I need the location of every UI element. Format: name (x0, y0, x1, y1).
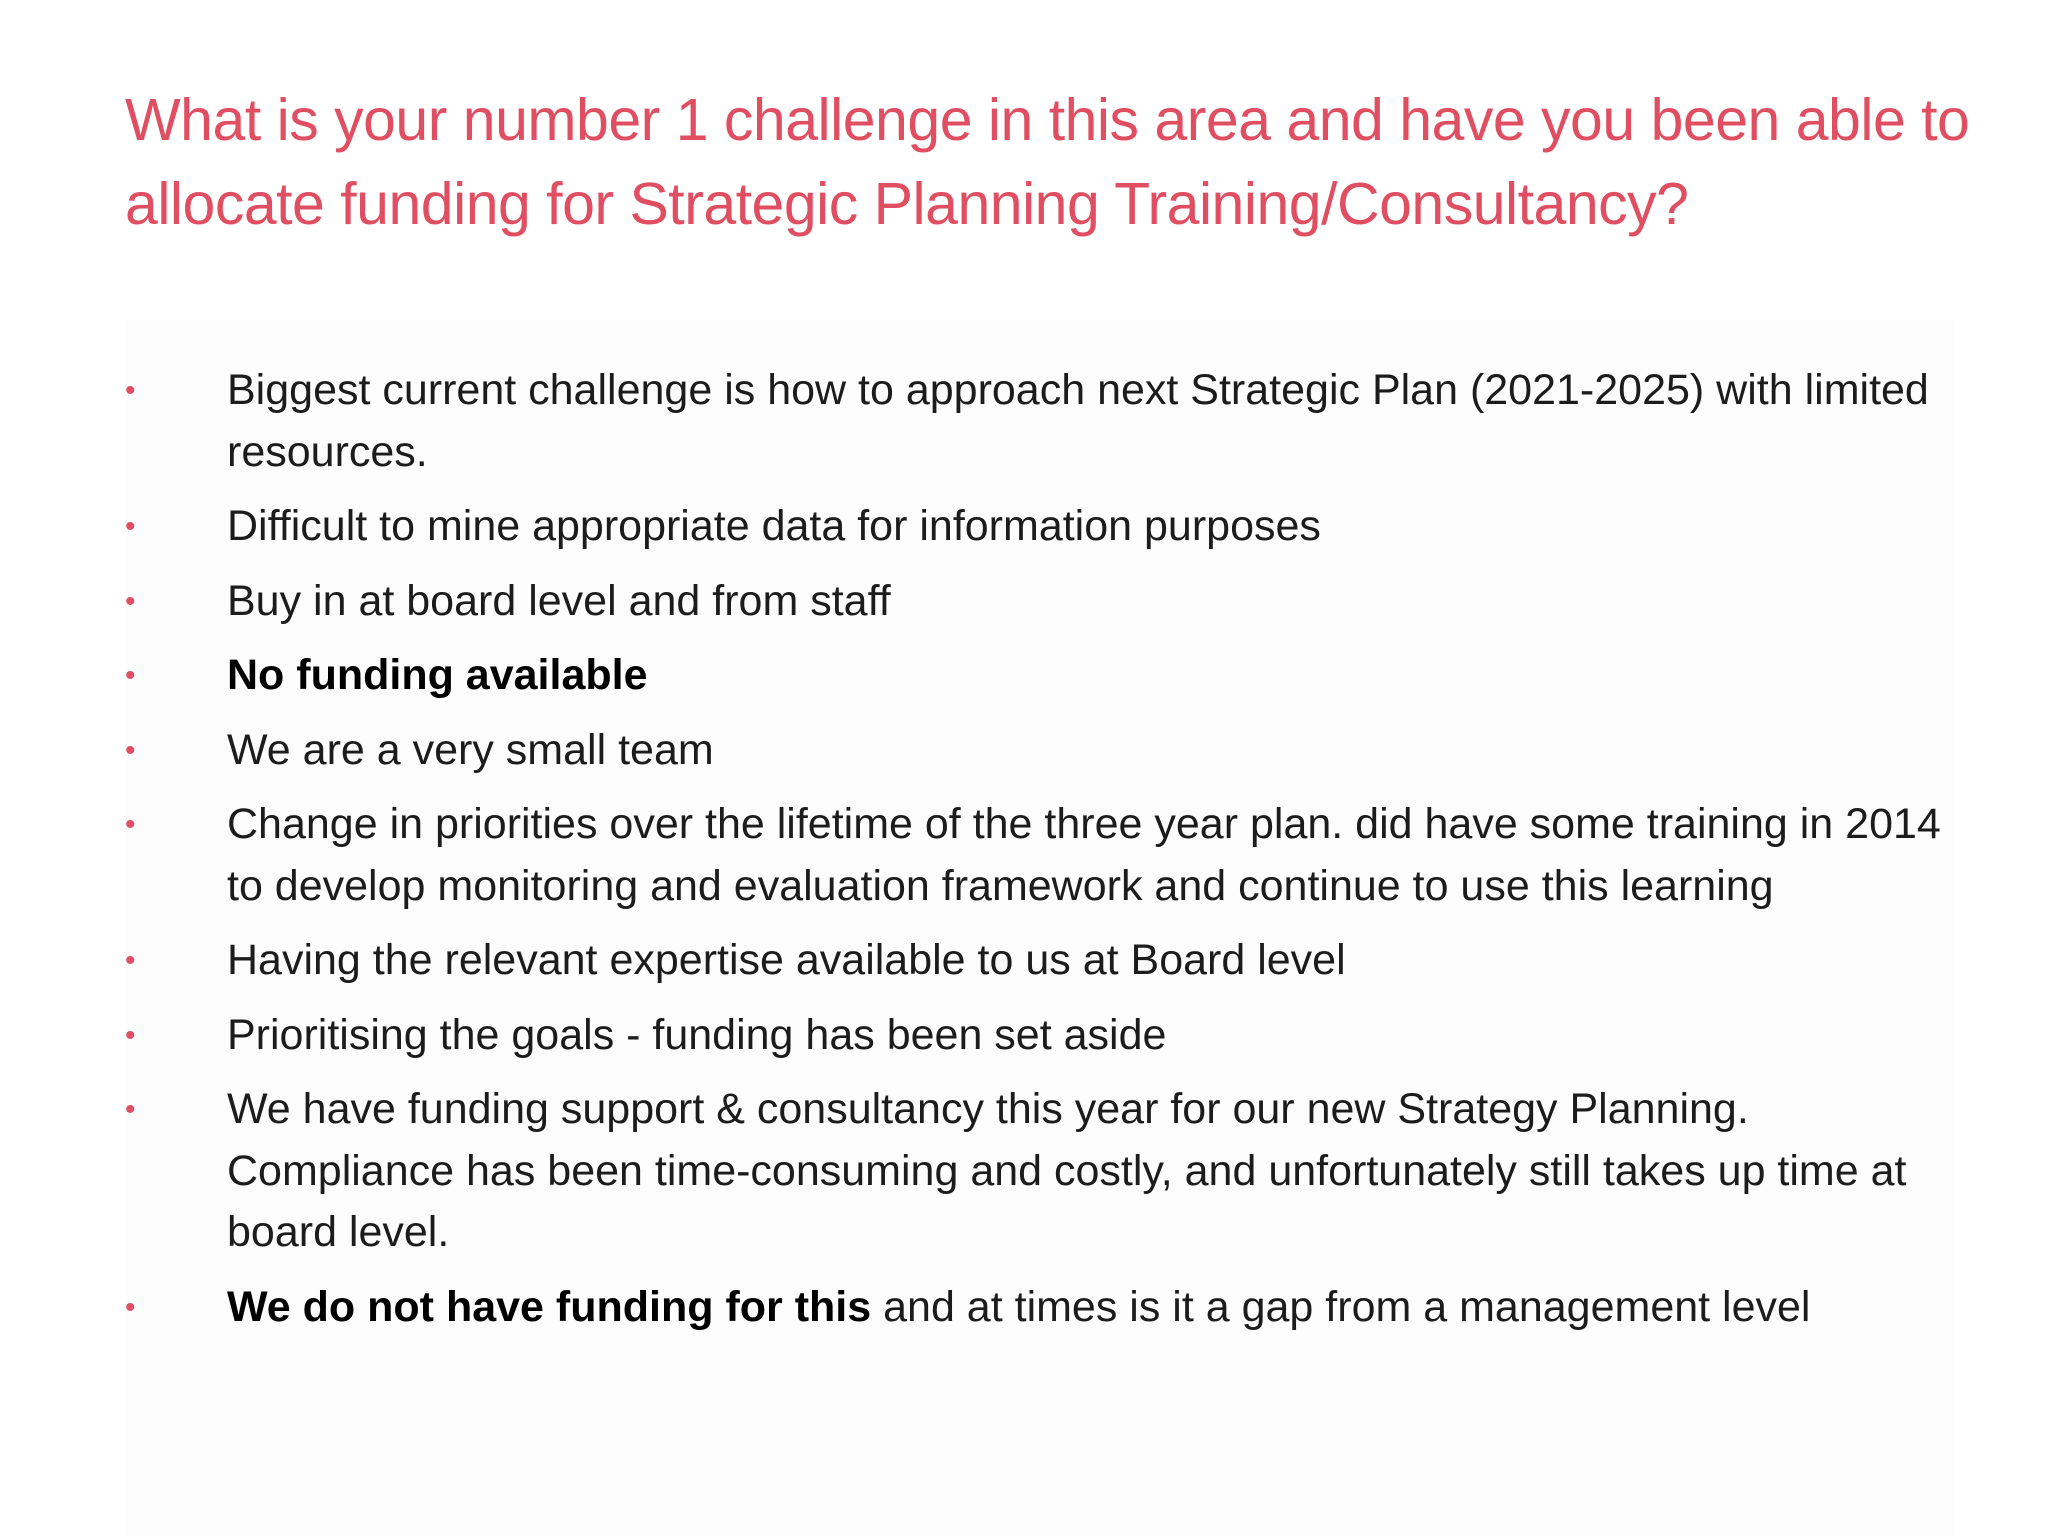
bullet-text: and at times is it a gap from a management level (871, 1282, 1811, 1331)
bullet-text: Buy in at board level and from staff (227, 576, 891, 625)
bullet-item (125, 930, 1955, 992)
bullet-text: We have funding support & consultancy this year for our new Strategy Planning. Compliance has been time-consuming and costly, and unfortunately still takes up time at board level. (227, 1085, 1907, 1256)
bullet-list (125, 360, 1955, 1351)
bullet-text: Prioritising the goals - funding has been set aside (227, 1010, 1167, 1059)
bullet-item (125, 1277, 1955, 1339)
bullet-item (125, 1005, 1955, 1067)
bullet-icon: • (125, 584, 136, 618)
bullet-strong-text: No funding available (227, 651, 648, 699)
bullet-icon: • (125, 808, 136, 841)
bullet-text: Having the relevant expertise available to us at Board level (227, 936, 1346, 984)
bullet-icon: • (125, 1018, 136, 1052)
bullet-text: We are a very small team (227, 725, 714, 774)
bullet-item (125, 496, 1955, 558)
bullet-text: Difficult to mine appropriate data for information purposes (227, 502, 1321, 550)
bullet-icon: • (125, 659, 136, 692)
bullet-icon: • (125, 944, 136, 977)
bullet-icon: • (125, 733, 136, 767)
bullet-item (125, 360, 1955, 483)
bullet-icon: • (125, 1290, 136, 1324)
bullet-icon: • (125, 374, 136, 407)
bullet-text: Change in priorities over the lifetime of the three year plan. did have some training in 2014 to develop monitoring and evaluation framework and continue to use this learning (227, 800, 1941, 910)
bullet-item (125, 720, 1955, 782)
bullet-icon: • (125, 510, 136, 543)
bullet-item (125, 571, 1955, 633)
bullet-icon: • (125, 1093, 136, 1126)
bullet-text: Biggest current challenge is how to approach next Strategic Plan (2021-2025) with limited resources. (227, 366, 1929, 476)
slide-title: What is your number 1 challenge in this area and have you been able to allocate funding for Strategic Planning Training/Consultancy? (125, 87, 1970, 237)
bullet-item (125, 645, 1955, 707)
bullet-item (125, 1079, 1955, 1264)
bullet-item (125, 794, 1955, 917)
bullet-strong-text: We do not have funding for this (227, 1282, 872, 1331)
